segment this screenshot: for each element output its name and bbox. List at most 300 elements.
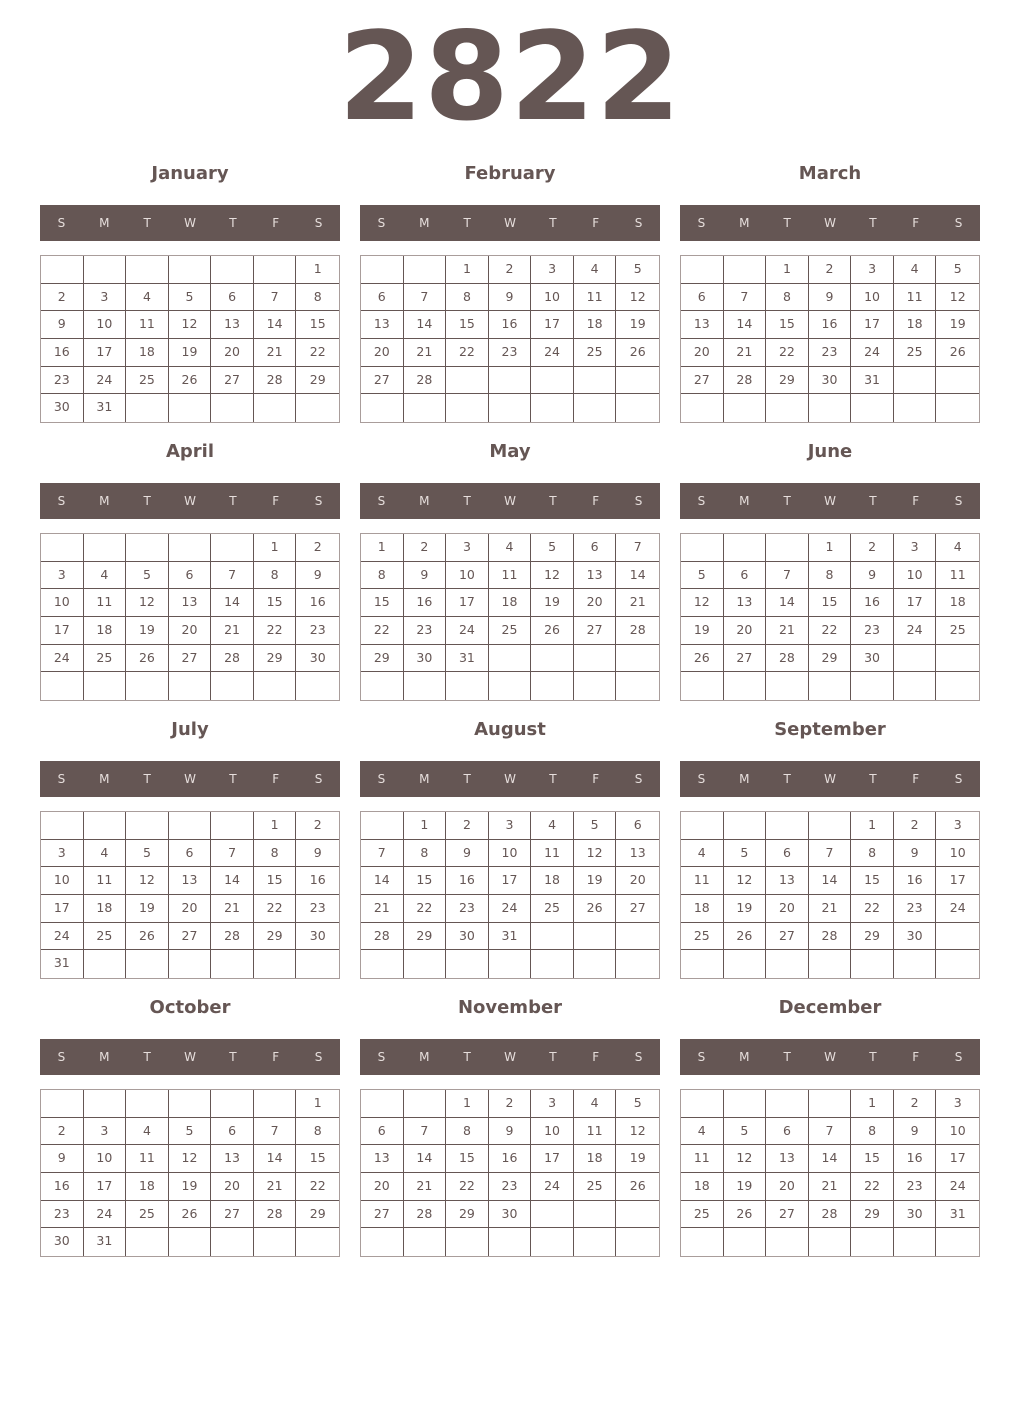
day-grid — [680, 255, 980, 423]
empty-cell — [894, 367, 937, 395]
day-cell: 31 — [84, 394, 127, 422]
day-cell: 18 — [126, 339, 169, 367]
day-cell: 22 — [446, 1173, 489, 1201]
empty-cell — [489, 1228, 532, 1256]
day-cell: 31 — [936, 1201, 979, 1229]
day-cell: 20 — [681, 339, 724, 367]
empty-cell — [126, 534, 169, 562]
day-cell: 14 — [254, 1145, 297, 1173]
day-cell: 29 — [851, 1201, 894, 1229]
day-cell: 29 — [809, 645, 852, 673]
day-cell: 14 — [254, 311, 297, 339]
day-cell: 20 — [169, 617, 212, 645]
day-cell: 19 — [126, 895, 169, 923]
day-cell: 11 — [936, 562, 979, 590]
day-cell: 28 — [809, 923, 852, 951]
day-cell: 5 — [616, 1090, 659, 1118]
day-cell: 28 — [766, 645, 809, 673]
empty-cell — [574, 672, 617, 700]
day-cell: 10 — [84, 1145, 127, 1173]
empty-cell — [894, 645, 937, 673]
empty-cell — [489, 950, 532, 978]
empty-cell — [84, 672, 127, 700]
day-cell: 31 — [84, 1228, 127, 1256]
empty-cell — [681, 1090, 724, 1118]
empty-cell — [126, 1090, 169, 1118]
day-cell: 30 — [809, 367, 852, 395]
day-cell: 21 — [254, 339, 297, 367]
empty-cell — [489, 672, 532, 700]
day-cell: 24 — [936, 1173, 979, 1201]
empty-cell — [254, 1228, 297, 1256]
day-cell: 24 — [84, 367, 127, 395]
day-cell: 22 — [851, 895, 894, 923]
day-cell: 21 — [361, 895, 404, 923]
empty-cell — [126, 672, 169, 700]
day-cell: 28 — [404, 367, 447, 395]
day-cell: 8 — [296, 1118, 339, 1146]
day-cell: 17 — [531, 1145, 574, 1173]
weekday-label: S — [634, 772, 643, 786]
day-cell: 22 — [766, 339, 809, 367]
day-cell: 26 — [724, 923, 767, 951]
day-cell: 15 — [254, 589, 297, 617]
day-cell: 2 — [894, 812, 937, 840]
weekday-label: S — [57, 216, 66, 230]
day-cell: 18 — [681, 895, 724, 923]
day-cell: 2 — [809, 256, 852, 284]
day-cell: 11 — [126, 1145, 169, 1173]
month-title: May — [489, 441, 531, 462]
day-cell: 31 — [851, 367, 894, 395]
day-cell: 29 — [296, 1201, 339, 1229]
month-title: July — [171, 719, 209, 740]
weekday-label: S — [954, 494, 963, 508]
month-title: November — [457, 997, 563, 1018]
day-cell: 13 — [616, 840, 659, 868]
day-cell: 1 — [851, 1090, 894, 1118]
day-cell: 15 — [254, 867, 297, 895]
weekday-label: S — [697, 1050, 706, 1064]
day-cell: 6 — [766, 1118, 809, 1146]
weekday-label: M — [739, 494, 750, 508]
empty-cell — [41, 1090, 84, 1118]
empty-cell — [41, 256, 84, 284]
empty-cell — [616, 950, 659, 978]
weekday-label: M — [739, 772, 750, 786]
day-cell: 8 — [361, 562, 404, 590]
day-cell: 22 — [254, 617, 297, 645]
empty-cell — [681, 672, 724, 700]
day-cell: 1 — [446, 1090, 489, 1118]
weekday-label: S — [377, 216, 386, 230]
day-cell: 15 — [851, 867, 894, 895]
day-cell: 27 — [616, 895, 659, 923]
day-cell: 6 — [211, 1118, 254, 1146]
day-cell: 28 — [211, 645, 254, 673]
day-cell: 22 — [851, 1173, 894, 1201]
day-cell: 28 — [616, 617, 659, 645]
day-cell: 25 — [936, 617, 979, 645]
day-cell: 24 — [531, 339, 574, 367]
empty-cell — [894, 1228, 937, 1256]
day-cell: 10 — [446, 562, 489, 590]
day-cell: 2 — [41, 1118, 84, 1146]
day-cell: 27 — [681, 367, 724, 395]
day-grid — [680, 1089, 980, 1257]
day-cell: 10 — [936, 1118, 979, 1146]
weekday-label: M — [739, 216, 750, 230]
day-cell: 25 — [126, 1201, 169, 1229]
day-cell: 30 — [446, 923, 489, 951]
day-cell: 12 — [724, 1145, 767, 1173]
day-cell: 10 — [894, 562, 937, 590]
weekday-label: T — [549, 1050, 557, 1064]
weekday-label: F — [272, 1050, 280, 1064]
empty-cell — [361, 256, 404, 284]
day-cell: 16 — [296, 867, 339, 895]
day-cell: 14 — [766, 589, 809, 617]
empty-cell — [936, 672, 979, 700]
month-title: April — [165, 441, 215, 462]
day-cell: 22 — [254, 895, 297, 923]
weekday-label: W — [824, 1050, 836, 1064]
day-cell: 15 — [766, 311, 809, 339]
empty-cell — [489, 645, 532, 673]
day-cell: 24 — [84, 1201, 127, 1229]
empty-cell — [169, 394, 212, 422]
empty-cell — [361, 394, 404, 422]
month-title: October — [149, 997, 231, 1018]
day-cell: 12 — [724, 867, 767, 895]
empty-cell — [41, 672, 84, 700]
empty-cell — [531, 950, 574, 978]
weekday-label: T — [143, 494, 151, 508]
day-cell: 11 — [681, 1145, 724, 1173]
empty-cell — [531, 672, 574, 700]
day-cell: 17 — [84, 339, 127, 367]
weekday-label: W — [504, 1050, 516, 1064]
empty-cell — [574, 923, 617, 951]
empty-cell — [446, 394, 489, 422]
month-title: August — [474, 719, 546, 740]
weekday-label: S — [314, 1050, 323, 1064]
day-cell: 13 — [766, 867, 809, 895]
day-cell: 29 — [296, 367, 339, 395]
day-cell: 11 — [84, 867, 127, 895]
day-cell: 12 — [169, 311, 212, 339]
day-cell: 17 — [41, 617, 84, 645]
day-cell: 27 — [169, 645, 212, 673]
day-cell: 8 — [851, 840, 894, 868]
day-cell: 19 — [616, 1145, 659, 1173]
day-cell: 17 — [894, 589, 937, 617]
day-cell: 8 — [254, 840, 297, 868]
day-cell: 28 — [254, 367, 297, 395]
day-cell: 6 — [361, 1118, 404, 1146]
day-cell: 2 — [296, 534, 339, 562]
empty-cell — [809, 394, 852, 422]
day-cell: 11 — [574, 1118, 617, 1146]
empty-cell — [851, 1228, 894, 1256]
day-cell: 4 — [126, 284, 169, 312]
empty-cell — [446, 367, 489, 395]
day-cell: 27 — [766, 1201, 809, 1229]
day-cell: 18 — [126, 1173, 169, 1201]
day-cell: 4 — [681, 1118, 724, 1146]
day-cell: 9 — [894, 840, 937, 868]
day-cell: 5 — [126, 840, 169, 868]
empty-cell — [724, 812, 767, 840]
weekday-label: F — [912, 494, 920, 508]
day-cell: 7 — [616, 534, 659, 562]
day-cell: 12 — [126, 867, 169, 895]
weekday-label: W — [504, 216, 516, 230]
day-cell: 12 — [574, 840, 617, 868]
empty-cell — [169, 950, 212, 978]
day-cell: 21 — [616, 589, 659, 617]
day-cell: 20 — [169, 895, 212, 923]
day-cell: 30 — [851, 645, 894, 673]
weekday-label: T — [869, 494, 877, 508]
day-cell: 7 — [809, 1118, 852, 1146]
empty-cell — [531, 394, 574, 422]
day-cell: 2 — [851, 534, 894, 562]
day-cell: 28 — [361, 923, 404, 951]
day-cell: 25 — [84, 645, 127, 673]
empty-cell — [404, 1090, 447, 1118]
day-cell: 24 — [41, 645, 84, 673]
day-cell: 29 — [446, 1201, 489, 1229]
empty-cell — [126, 1228, 169, 1256]
day-cell: 19 — [169, 339, 212, 367]
day-cell: 26 — [126, 645, 169, 673]
day-cell: 14 — [361, 867, 404, 895]
day-cell: 7 — [254, 284, 297, 312]
weekday-label: S — [377, 494, 386, 508]
empty-cell — [681, 950, 724, 978]
empty-cell — [894, 394, 937, 422]
weekday-label: S — [634, 1050, 643, 1064]
day-cell: 19 — [724, 895, 767, 923]
month-title: June — [807, 441, 853, 462]
day-cell: 31 — [489, 923, 532, 951]
day-cell: 7 — [724, 284, 767, 312]
day-cell: 3 — [936, 812, 979, 840]
day-cell: 2 — [404, 534, 447, 562]
day-cell: 9 — [894, 1118, 937, 1146]
weekday-header — [360, 761, 660, 797]
empty-cell — [936, 950, 979, 978]
day-cell: 23 — [296, 617, 339, 645]
day-cell: 18 — [894, 311, 937, 339]
day-cell: 4 — [574, 256, 617, 284]
empty-cell — [211, 812, 254, 840]
day-cell: 8 — [254, 562, 297, 590]
empty-cell — [446, 1228, 489, 1256]
weekday-label: T — [229, 772, 237, 786]
day-cell: 3 — [84, 284, 127, 312]
day-cell: 1 — [851, 812, 894, 840]
day-cell: 5 — [169, 284, 212, 312]
day-cell: 18 — [936, 589, 979, 617]
day-cell: 14 — [404, 311, 447, 339]
weekday-header — [680, 205, 980, 241]
empty-cell — [489, 367, 532, 395]
weekday-label: T — [229, 494, 237, 508]
day-cell: 17 — [936, 867, 979, 895]
day-cell: 18 — [489, 589, 532, 617]
day-cell: 12 — [616, 1118, 659, 1146]
weekday-header — [40, 483, 340, 519]
empty-cell — [616, 367, 659, 395]
day-cell: 25 — [574, 339, 617, 367]
day-cell: 23 — [851, 617, 894, 645]
weekday-header — [40, 761, 340, 797]
day-cell: 28 — [254, 1201, 297, 1229]
empty-cell — [766, 1228, 809, 1256]
empty-cell — [894, 950, 937, 978]
day-grid — [680, 811, 980, 979]
day-cell: 16 — [41, 1173, 84, 1201]
empty-cell — [404, 672, 447, 700]
weekday-label: M — [419, 772, 430, 786]
day-cell: 26 — [936, 339, 979, 367]
day-cell: 20 — [211, 1173, 254, 1201]
weekday-label: T — [783, 772, 791, 786]
day-cell: 17 — [936, 1145, 979, 1173]
day-cell: 13 — [361, 311, 404, 339]
day-cell: 1 — [404, 812, 447, 840]
day-cell: 13 — [361, 1145, 404, 1173]
weekday-label: T — [143, 772, 151, 786]
empty-cell — [766, 812, 809, 840]
weekday-label: T — [783, 216, 791, 230]
year-title: 2822 — [338, 6, 682, 148]
empty-cell — [254, 672, 297, 700]
day-cell: 20 — [361, 1173, 404, 1201]
day-cell: 19 — [574, 867, 617, 895]
day-cell: 14 — [211, 867, 254, 895]
day-cell: 12 — [531, 562, 574, 590]
day-cell: 4 — [126, 1118, 169, 1146]
day-cell: 15 — [809, 589, 852, 617]
day-cell: 4 — [936, 534, 979, 562]
day-cell: 7 — [254, 1118, 297, 1146]
day-grid — [360, 533, 660, 701]
weekday-label: W — [184, 494, 196, 508]
day-cell: 1 — [254, 812, 297, 840]
day-cell: 20 — [211, 339, 254, 367]
day-cell: 25 — [681, 1201, 724, 1229]
weekday-label: S — [634, 494, 643, 508]
day-cell: 25 — [531, 895, 574, 923]
day-cell: 29 — [361, 645, 404, 673]
weekday-label: T — [463, 494, 471, 508]
day-cell: 3 — [41, 562, 84, 590]
day-cell: 4 — [531, 812, 574, 840]
empty-cell — [254, 950, 297, 978]
day-cell: 17 — [531, 311, 574, 339]
day-cell: 29 — [766, 367, 809, 395]
day-cell: 16 — [41, 339, 84, 367]
day-cell: 14 — [404, 1145, 447, 1173]
day-cell: 10 — [531, 284, 574, 312]
empty-cell — [531, 923, 574, 951]
empty-cell — [766, 534, 809, 562]
weekday-label: M — [99, 494, 110, 508]
empty-cell — [809, 672, 852, 700]
day-cell: 24 — [531, 1173, 574, 1201]
empty-cell — [84, 1090, 127, 1118]
empty-cell — [724, 534, 767, 562]
weekday-label: W — [504, 772, 516, 786]
weekday-label: S — [954, 772, 963, 786]
day-cell: 22 — [446, 339, 489, 367]
empty-cell — [84, 534, 127, 562]
day-cell: 9 — [851, 562, 894, 590]
day-cell: 4 — [574, 1090, 617, 1118]
day-cell: 10 — [936, 840, 979, 868]
empty-cell — [126, 950, 169, 978]
day-cell: 2 — [446, 812, 489, 840]
day-cell: 7 — [404, 284, 447, 312]
weekday-label: W — [184, 772, 196, 786]
day-cell: 5 — [126, 562, 169, 590]
empty-cell — [574, 645, 617, 673]
day-grid — [360, 255, 660, 423]
empty-cell — [296, 950, 339, 978]
day-cell: 17 — [446, 589, 489, 617]
weekday-label: F — [272, 772, 280, 786]
weekday-label: F — [912, 1050, 920, 1064]
day-cell: 5 — [531, 534, 574, 562]
weekday-label: M — [419, 494, 430, 508]
day-grid — [40, 533, 340, 701]
day-cell: 22 — [296, 1173, 339, 1201]
day-cell: 26 — [724, 1201, 767, 1229]
empty-cell — [574, 1228, 617, 1256]
empty-cell — [361, 672, 404, 700]
weekday-header — [360, 205, 660, 241]
empty-cell — [809, 1228, 852, 1256]
empty-cell — [296, 394, 339, 422]
empty-cell — [489, 394, 532, 422]
weekday-label: S — [57, 1050, 66, 1064]
day-cell: 24 — [446, 617, 489, 645]
day-cell: 3 — [894, 534, 937, 562]
day-cell: 15 — [296, 311, 339, 339]
day-cell: 17 — [851, 311, 894, 339]
day-cell: 19 — [724, 1173, 767, 1201]
day-cell: 10 — [84, 311, 127, 339]
day-cell: 21 — [211, 617, 254, 645]
empty-cell — [84, 950, 127, 978]
day-cell: 3 — [531, 256, 574, 284]
day-cell: 21 — [809, 895, 852, 923]
day-cell: 27 — [211, 367, 254, 395]
day-cell: 21 — [404, 339, 447, 367]
day-cell: 31 — [41, 950, 84, 978]
day-cell: 23 — [489, 339, 532, 367]
day-cell: 26 — [169, 367, 212, 395]
day-cell: 5 — [616, 256, 659, 284]
weekday-label: W — [504, 494, 516, 508]
weekday-header — [680, 483, 980, 519]
weekday-header — [40, 1039, 340, 1075]
day-cell: 21 — [766, 617, 809, 645]
empty-cell — [616, 1201, 659, 1229]
